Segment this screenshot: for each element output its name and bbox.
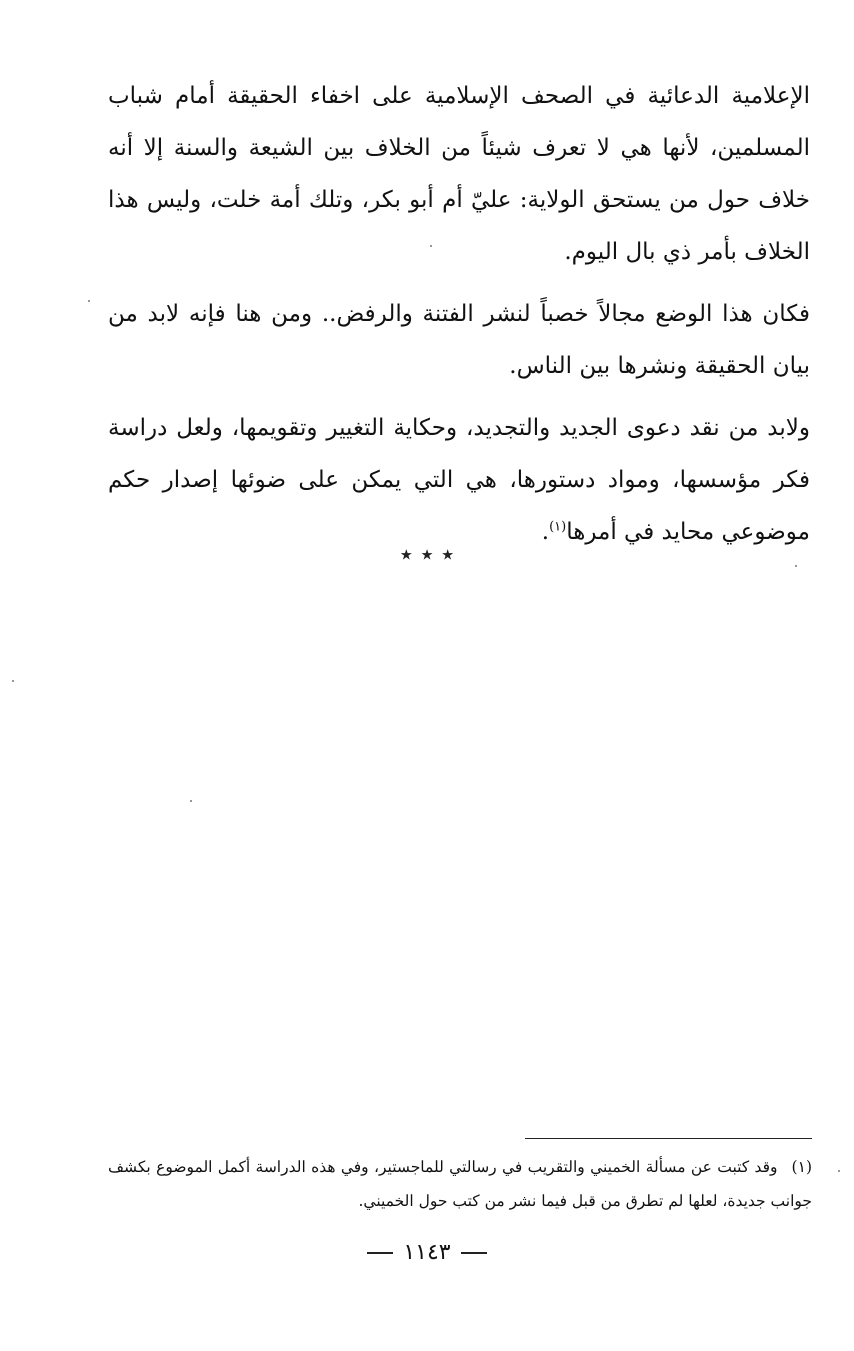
footnote <box>108 1150 812 1218</box>
footnote-number: (١) <box>791 1158 812 1176</box>
scan-speck <box>795 565 797 567</box>
page-number-line <box>0 1240 854 1265</box>
scan-speck <box>190 800 192 802</box>
page-number-dash-right <box>461 1252 487 1254</box>
scan-speck <box>12 680 14 682</box>
paragraph-3: ولابد من نقد دعوى الجديد والتجديد، وحكاية التغيير وتقويمها، ولعل دراسة فكر مؤسسها، ومواد دستورها، هي التي يمكن على ضوئها إصدار حكم موضوعي محايد في أمرها$^{(١)}$. <box>108 415 810 545</box>
scan-speck <box>430 245 432 247</box>
footnote-text: وقد كتبت عن مسألة الخميني والتقريب في رسالتي للماجستير، وفي هذه الدراسة أكمل الموضوع بكشف جوانب جديدة، لعلها لم تطرق من قبل فيما نشر من كتب حول الخميني. <box>108 1158 812 1210</box>
footnote-reference-mark[interactable]: (١) <box>549 519 567 535</box>
scan-speck <box>838 1170 840 1172</box>
paragraph-2: فكان هذا الوضع مجالاً خصباً لنشر الفتنة والرفض.. ومن هنا فإنه لابد من بيان الحقيقة ونشرها بين الناس. <box>108 301 810 379</box>
paragraph-1: الإعلامية الدعائية في الصحف الإسلامية على اخفاء الحقيقة أمام شباب المسلمين، لأنها هي لا تعرف شيئاً من الخلاف بين الشيعة والسنة إلا أنه خلاف حول من يستحق الولاية: عليّ أم أبو بكر، وتلك أمة خلت، وليس هذا الخلاف بأمر ذي بال اليوم. <box>108 83 810 265</box>
paragraph-3-text: ولابد من نقد دعوى الجديد والتجديد، وحكاية التغيير وتقويمها، ولعل دراسة فكر مؤسسها، ومواد دستورها، هي التي يمكن على ضوئها إصدار حكم موضوعي محايد في أمرها <box>108 415 810 545</box>
section-break-asterisks: ٭ ٭ ٭ <box>399 540 455 568</box>
body-text <box>108 70 810 558</box>
scan-speck <box>88 300 90 302</box>
footnote-separator-rule <box>525 1138 812 1139</box>
page-number-dash-left <box>367 1252 393 1254</box>
page-number: ١١٤٣ <box>403 1240 451 1265</box>
